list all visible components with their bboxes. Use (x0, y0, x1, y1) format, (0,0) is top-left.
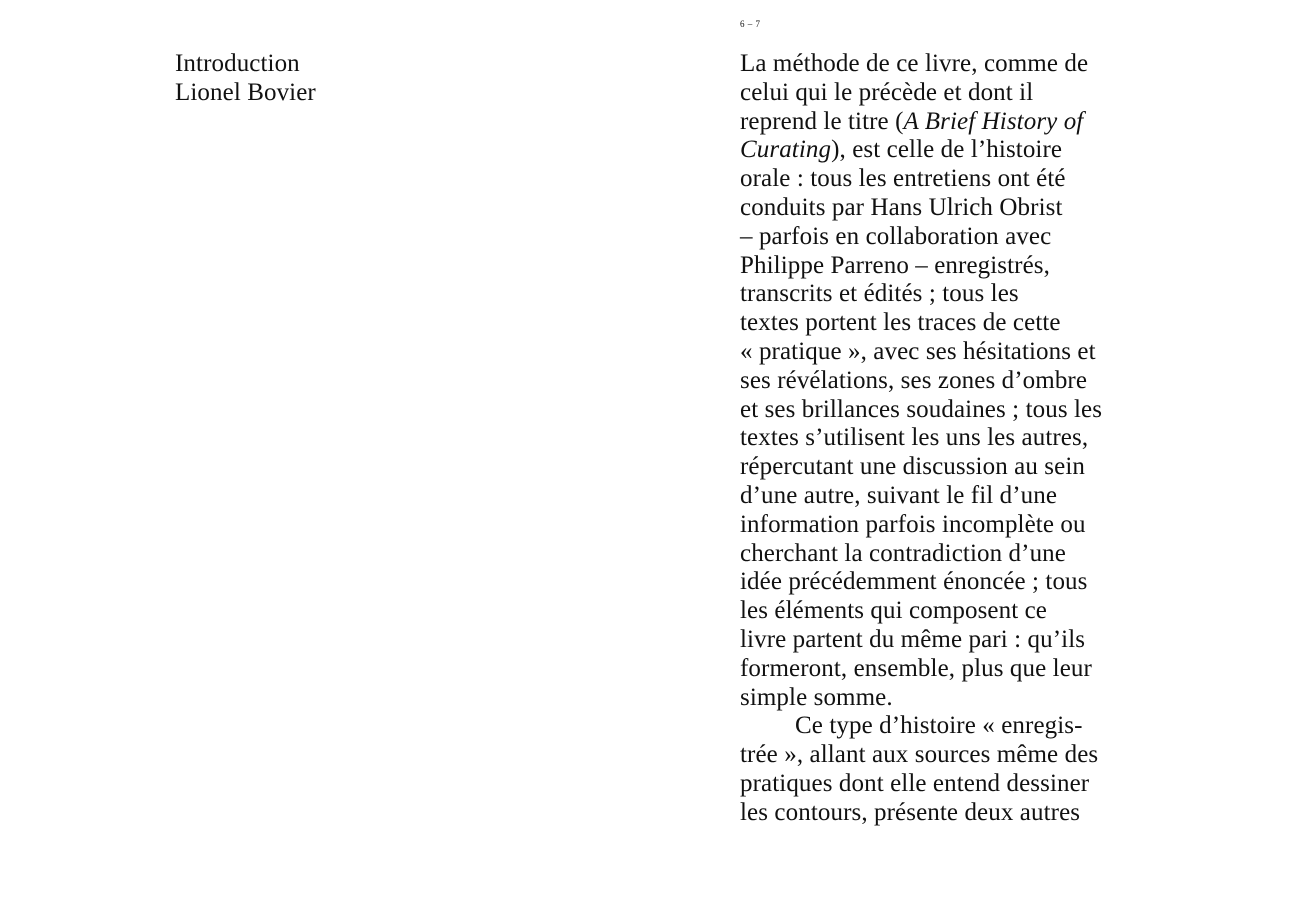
book-title-italic: Curating (740, 136, 832, 164)
text-line: celui qui le précède et dont il (740, 78, 1034, 106)
text-line: et ses brillances soudaines ; tous les (740, 395, 1103, 423)
text-line: les contours, présente deux autres (740, 798, 1081, 826)
chapter-title: Introduction (175, 50, 300, 77)
text-line: transcrits et édités ; tous les (740, 280, 1019, 308)
text-line: ses révélations, ses zones d’ombre (740, 366, 1088, 394)
text-line: livre partent du même pari : qu’ils (740, 625, 1086, 653)
text-line: textes s’utilisent les uns les autres, (740, 424, 1089, 452)
text-line: textes portent les traces de cette (740, 309, 1061, 337)
text-line: – parfois en collaboration avec (740, 222, 1052, 250)
chapter-author: Lionel Bovier (175, 78, 316, 106)
chapter-heading (175, 50, 316, 108)
text-line: formeront, ensemble, plus que leur (740, 654, 1092, 682)
text-span: ), est celle de l’histoire (831, 136, 1063, 164)
paragraph-first-line: Ce type d’histoire « enregis- (795, 712, 1083, 740)
text-line: information parfois incomplète ou (740, 510, 1086, 538)
text-line: idée précédemment énoncée ; tous (740, 568, 1088, 596)
text-line: pratiques dont elle entend dessiner (740, 769, 1090, 797)
text-line: d’une autre, suivant le fil d’une (740, 481, 1058, 509)
text-line: les éléments qui composent ce (740, 597, 1047, 625)
right-page (652, 0, 1304, 912)
body-text (740, 50, 1140, 828)
text-line: répercutant une discussion au sein (740, 453, 1085, 481)
text-line: Philippe Parreno – enregistrés, (740, 251, 1050, 279)
book-title-italic: A Brief History of (903, 107, 1084, 135)
text-span: reprend le titre ( (740, 107, 904, 135)
text-line: La méthode de ce livre, comme de (740, 50, 1089, 77)
page-number: 6 – 7 (740, 19, 761, 29)
text-line: conduits par Hans Ulrich Obrist (740, 193, 1063, 221)
text-line: simple somme. (740, 683, 893, 711)
text-line: orale : tous les entretiens ont été (740, 165, 1066, 193)
text-line (740, 136, 1140, 165)
text-line: cherchant la contradiction d’une (740, 539, 1066, 567)
text-line: « pratique », avec ses hésitations et (740, 337, 1096, 365)
text-line: trée », allant aux sources même des (740, 741, 1099, 769)
text-line (740, 108, 1140, 137)
